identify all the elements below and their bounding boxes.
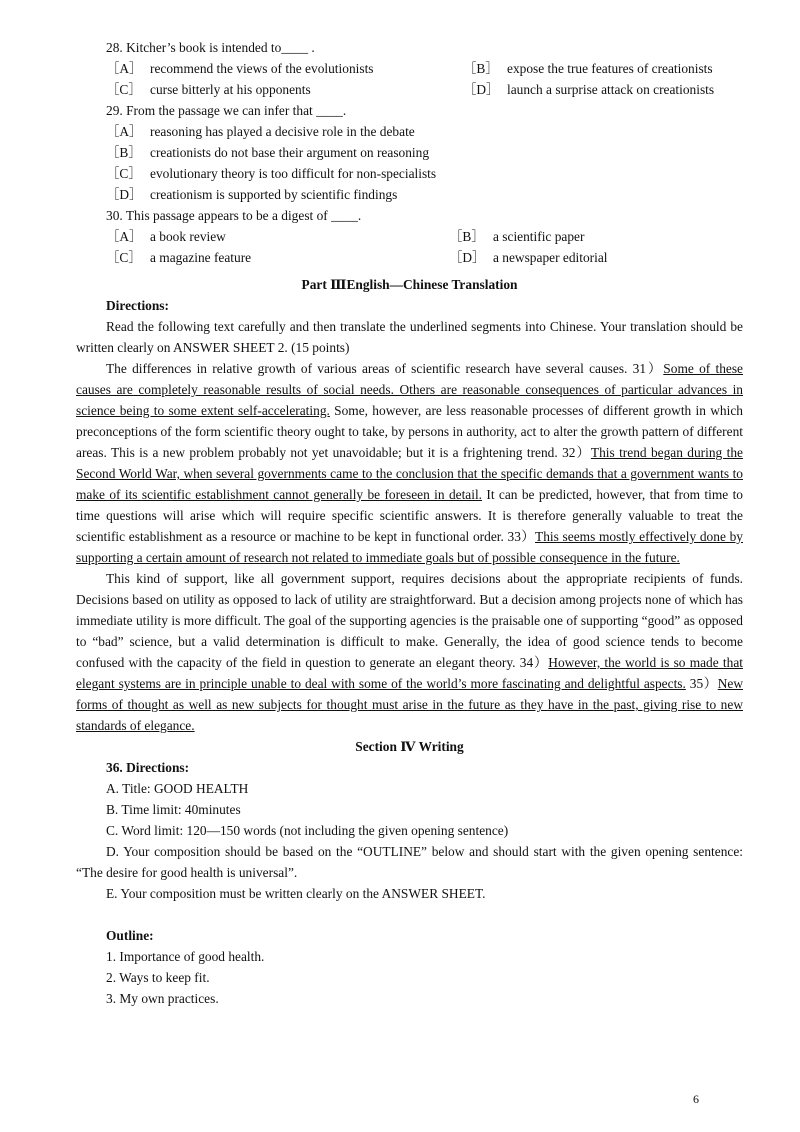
part-3-directions-text: Read the following text carefully and then translate the underlined segments into Chinese. Your translation should be written clearly on ANSWER SHEET 2. (15 points) [76,319,743,355]
writing-item-d: D. Your composition should be based on the “OUTLINE” below and should start with the given opening sentence: “The desire for good health is universal”. [76,844,743,880]
writing-item-a: A. Title: GOOD HEALTH [106,781,249,796]
option-29-a[interactable]: ［A］ reasoning has played a decisive role in the debate [106,124,415,139]
outline-item-3: 3. My own practices. [106,991,219,1006]
spacer [76,904,743,925]
writing-item-e: E. Your composition must be written clearly on the ANSWER SHEET. [106,886,486,901]
page-content [76,37,743,1009]
outline-item-2: 2. Ways to keep fit. [106,970,210,985]
option-28-b[interactable]: ［B］ expose the true features of creationists [463,61,713,76]
question-29-stem: 29. From the passage we can infer that ____. [106,103,347,118]
option-30-c[interactable]: ［C］ a magazine feature [106,250,252,265]
page-number: 6 [693,1092,699,1106]
part-3-heading: Part ⅢEnglish—Chinese Translation [301,277,518,292]
outline-item-1: 1. Importance of good health. [106,949,265,964]
option-28-a[interactable]: ［A］ recommend the views of the evolutionists [106,61,374,76]
question-28-options-row-1 [76,58,743,79]
option-28-c[interactable]: ［C］ curse bitterly at his opponents [106,82,311,97]
option-30-a[interactable]: ［A］ a book review [106,229,226,244]
question-30-options-row-2 [76,247,743,268]
question-28-stem: 28. Kitcher’s book is intended to____ . [106,40,315,55]
option-28-d[interactable]: ［D］ launch a surprise attack on creationists [463,82,715,97]
option-29-c[interactable]: ［C］ evolutionary theory is too difficult for non-specialists [106,166,437,181]
question-30-stem: 30. This passage appears to be a digest of ____. [106,208,362,223]
outline-label: Outline: [106,928,154,943]
writing-item-b: B. Time limit: 40minutes [106,802,241,817]
question-28-options-row-2 [76,79,743,100]
section-4-directions-label: 36. Directions: [106,760,190,775]
translation-paragraph-2: This kind of support, like all government support, requires decisions about the appropriate recipients of funds. Decisions based on utility as opposed to lack of utility are straightforward. But a decision among projects none of which has immediate utility is more difficult. The goal of the supporting agencies is the praisable one of supporting “good” as opposed to “bad” science, but a valid determination is difficult to make. Generally, the idea of good science tends to become confused with the capacity of the field in question to generate an elegant theory. 34）However, the world is so made that elegant systems are in principle unable to deal with some of the world’s more fascinating and delightful aspects. 35）New forms of thought as well as new subjects for thought must arise in the future as they have in the past, giving rise to new standards of elegance. [76,571,743,733]
option-30-d[interactable]: ［D］ a newspaper editorial [449,250,608,265]
option-30-b[interactable]: ［B］ a scientific paper [449,229,585,244]
option-29-b[interactable]: ［B］ creationists do not base their argument on reasoning [106,145,430,160]
section-4-heading: Section Ⅳ Writing [355,739,464,754]
part-3-directions-label: Directions: [106,298,169,313]
translation-paragraph-1: The differences in relative growth of various areas of scientific research have several causes. 31）Some of these causes are completely reasonable results of social needs. Others are reasonable consequences of particular advances in science being to some extent self-accelerating. Some, however, are less reasonable processes of different growth in which preconceptions of the form scientific theory ought to take, by persons in authority, act to alter the growth pattern of different areas. This is a new problem probably not yet unavoidable; but it is a frightening trend. 32）This trend began during the Second World War, when several governments came to the conclusion that the specific demands that a government wants to make of its scientific establishment cannot generally be foreseen in detail. It can be predicted, however, that from time to time questions will arise which will require specific scientific answers. It is therefore generally valuable to treat the scientific establishment as a resource or machine to be kept in functional order. 33）This seems mostly effectively done by supporting a certain amount of research not related to immediate goals but of possible consequence in the future. [76,361,743,565]
question-30-options-row-1 [76,226,743,247]
option-29-d[interactable]: ［D］ creationism is supported by scientific findings [106,187,398,202]
writing-item-c: C. Word limit: 120—150 words (not including the given opening sentence) [106,823,509,838]
